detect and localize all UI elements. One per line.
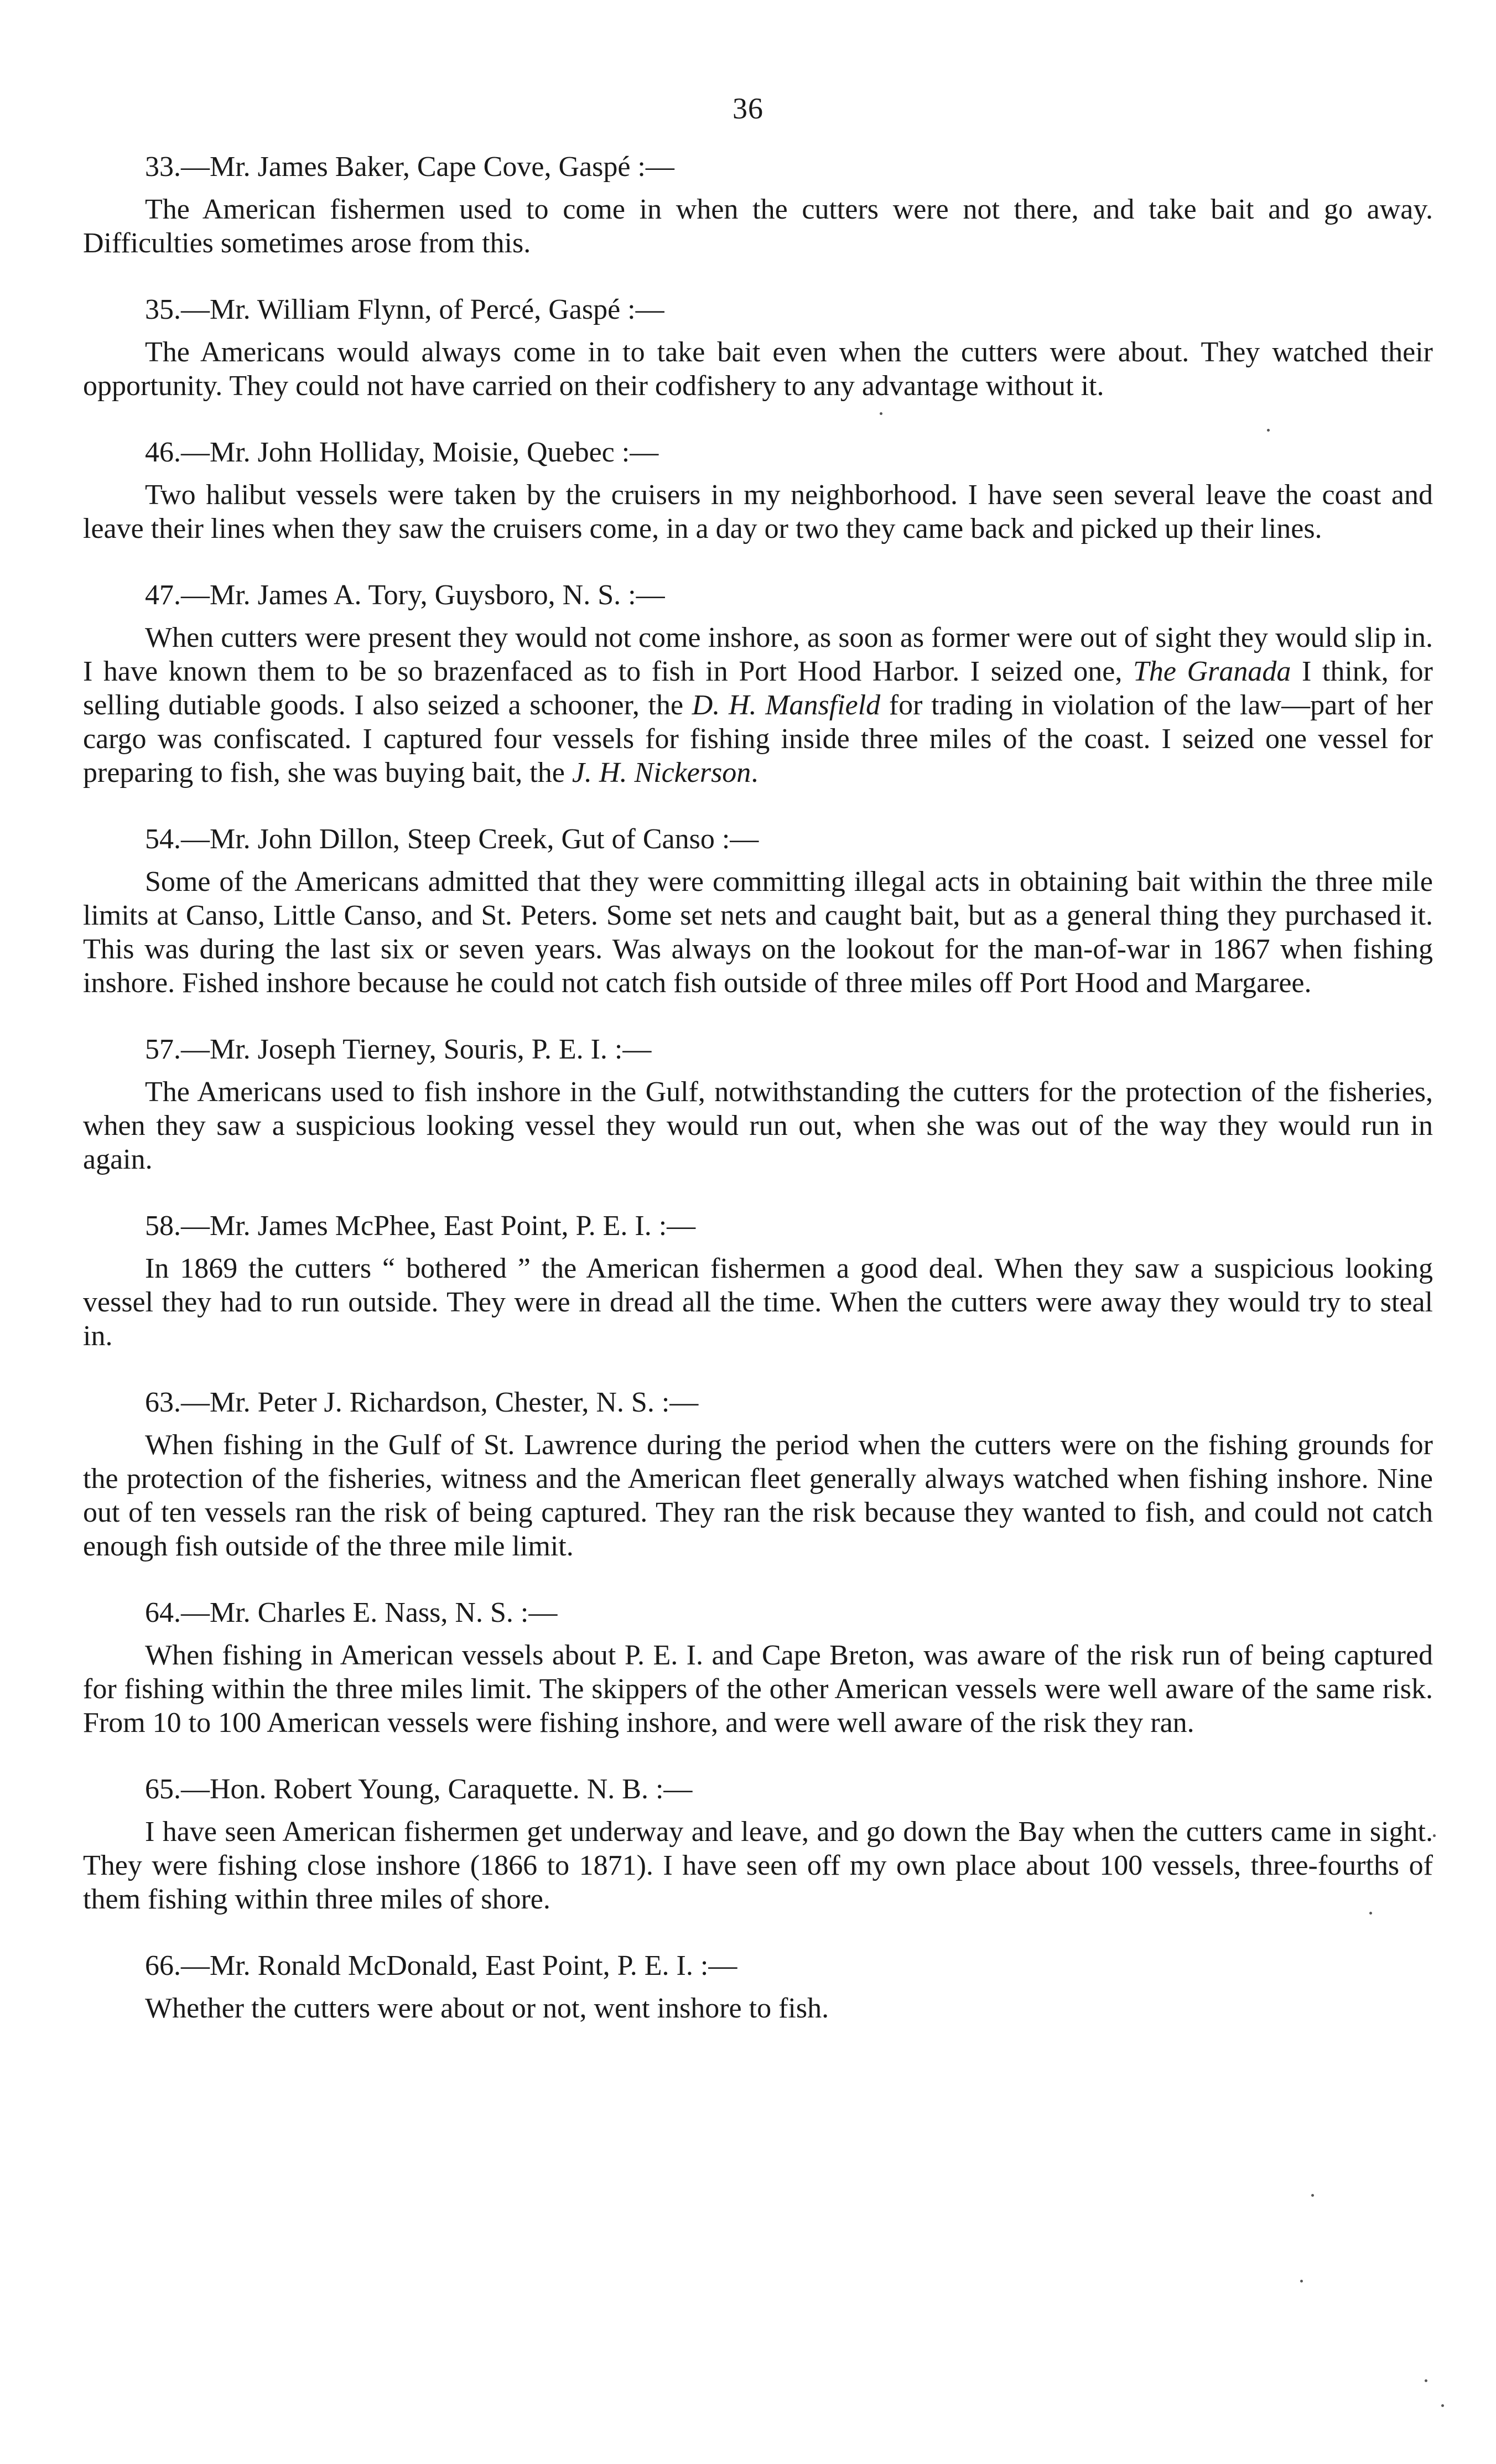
testimony-entry-47: [83, 578, 1433, 790]
testimony-entry-57: [83, 1032, 1433, 1176]
print-speck: [1300, 2280, 1303, 2283]
entry-heading: 54.—Mr. John Dillon, Steep Creek, Gut of Canso :—: [145, 823, 759, 855]
testimony-entry-33: [83, 149, 1433, 260]
body-text: When cutters were present they would not come inshore, as soon as former were out of sight they would slip in. I have known them to be so brazenfaced as to fish in Port Hood Harbor. I seized one,: [83, 622, 1433, 687]
entry-heading: 47.—Mr. James A. Tory, Guysboro, N. S. :—: [145, 579, 665, 611]
print-speck: [1267, 429, 1270, 432]
entry-heading: 65.—Hon. Robert Young, Caraquette. N. B. :—: [145, 1773, 693, 1805]
testimony-list: [83, 149, 1433, 2057]
print-speck: [1369, 1912, 1372, 1915]
testimony-entry-54: [83, 822, 1433, 1000]
entry-heading: 58.—Mr. James McPhee, East Point, P. E. I. :—: [145, 1210, 696, 1242]
entry-body: When fishing in the Gulf of St. Lawrence during the period when the cutters were on the fishing grounds for the protection of the fisheries, witness and the American fleet generally always watched when fishing inshore. Nine out of ten vessels ran the risk of being captured. They ran the risk because they wanted to fish, and could not catch enough fish outside of the three mile limit.: [83, 1429, 1433, 1562]
testimony-entry-66: [83, 1948, 1433, 2025]
entry-body: The Americans would always come in to take bait even when the cutters were about. They watched their opportunity. They could not have carried on their codfishery to any advantage without it.: [83, 336, 1433, 402]
entry-body: In 1869 the cutters “ bothered ” the American fishermen a good deal. When they saw a suspicious looking vessel they had to run outside. They were in dread all the time. When the cutters were away they would try to steal in.: [83, 1253, 1433, 1352]
entry-heading: 46.—Mr. John Holliday, Moisie, Quebec :—: [145, 437, 659, 468]
entry-heading: 66.—Mr. Ronald McDonald, East Point, P. E. I. :—: [145, 1950, 737, 1981]
entry-heading: 35.—Mr. William Flynn, of Percé, Gaspé :—: [145, 294, 664, 325]
vessel-name: J. H. Nickerson: [572, 757, 751, 789]
entry-heading: 33.—Mr. James Baker, Cape Cove, Gaspé :—: [145, 151, 674, 183]
body-text: .: [751, 757, 759, 789]
testimony-entry-63: [83, 1385, 1433, 1563]
entry-body: Whether the cutters were about or not, went inshore to fish.: [145, 1993, 829, 2024]
entry-heading: 64.—Mr. Charles E. Nass, N. S. :—: [145, 1597, 558, 1628]
print-speck: [1425, 2379, 1427, 2382]
entry-body: When fishing in American vessels about P. E. I. and Cape Breton, was aware of the risk run of being captured for fishing within the three miles limit. The skippers of the other American vessels were well aware of the same risk. From 10 to 100 American vessels were fishing inshore, and were well aware of the risk they ran.: [83, 1640, 1433, 1739]
testimony-entry-35: [83, 292, 1433, 403]
entry-body: Some of the Americans admitted that they were committing illegal acts in obtaining bait within the three mile limits at Canso, Little Canso, and St. Peters. Some set nets and caught bait, but as a general thing they purchased it. This was during the last six or seven years. Was always on the lookout for the man-of-war in 1867 when fishing inshore. Fished inshore because he could not catch fish outside of three miles off Port Hood and Margaree.: [83, 866, 1433, 999]
vessel-name: D. H. Mansfield: [692, 689, 881, 721]
entry-body: I have seen American fishermen get underway and leave, and go down the Bay when the cutters came in sight. They were fishing close inshore (1866 to 1871). I have seen off my own place about 100 vessels, three-fourths of them fishing within three miles of shore.: [83, 1816, 1433, 1915]
vessel-name: The Granada: [1133, 656, 1291, 687]
entry-heading: 63.—Mr. Peter J. Richardson, Chester, N. S. :—: [145, 1387, 699, 1418]
entry-heading: 57.—Mr. Joseph Tierney, Souris, P. E. I. :—: [145, 1034, 652, 1065]
body-text: I think, for selling dutiable goods. I also seized a schooner, the: [83, 656, 1433, 721]
testimony-entry-65: [83, 1772, 1433, 1916]
print-speck: [1441, 2404, 1444, 2407]
testimony-entry-64: [83, 1595, 1433, 1740]
body-text: for trading in violation of the law—part of her cargo was confiscated. I captured four vessels for fishing inside three miles of the coast. I seized one vessel for preparing to fish, she was buying bait, the: [83, 689, 1433, 789]
page-number: 36: [733, 92, 763, 125]
testimony-entry-58: [83, 1208, 1433, 1353]
print-speck: [1433, 1834, 1436, 1837]
print-speck: [880, 412, 882, 415]
testimony-entry-46: [83, 435, 1433, 546]
print-speck: [1311, 2194, 1314, 2197]
entry-body: [83, 621, 1433, 790]
entry-body: Two halibut vessels were taken by the cruisers in my neighborhood. I have seen several leave the coast and leave their lines when they saw the cruisers come, in a day or two they came back and picked up their lines.: [83, 479, 1433, 544]
entry-body: The American fishermen used to come in when the cutters were not there, and take bait and go away. Difficulties sometimes arose from this.: [83, 194, 1433, 259]
entry-body: The Americans used to fish inshore in the Gulf, notwithstanding the cutters for the protection of the fisheries, when they saw a suspicious looking vessel they would run out, when she was out of the way they would run in again.: [83, 1076, 1433, 1175]
